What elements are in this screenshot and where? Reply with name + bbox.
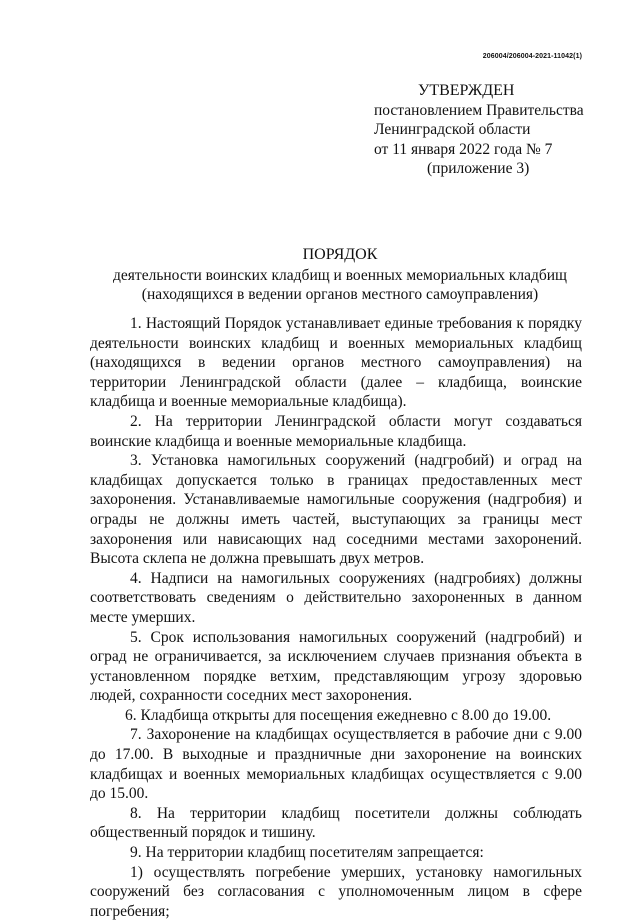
- paragraph-1: 1. Настоящий Порядок устанавливает единые требования к порядку деятельности воинских кладбищ и военных мемориальных кладбищ (находящихся в ведении органов местного самоуправления) на территории Ленинградской области (далее – кладбища, воинские кладбища и военные мемориальные кладбища).: [90, 315, 582, 411]
- document-code: 206004/206004-2021-11042(1): [482, 53, 582, 60]
- paragraph-9: 9. На территории кладбищ посетителям запрещается:: [130, 844, 484, 862]
- approval-appendix: (приложение 3): [427, 160, 530, 177]
- title-subtitle-1: деятельности воинских кладбищ и военных мемориальных кладбищ: [113, 266, 567, 284]
- title-subtitle-2: (находящихся в ведении органов местного самоуправления): [141, 286, 539, 303]
- paragraph-5: 5. Срок использования намогильных сооружений (надгробий) и оград не ограничивается, за исключением случаев признания объекта в установленном порядке ветхим, представляющим угрозу здоровью людей, сохранности соседних мест захоронения.: [90, 628, 582, 705]
- paragraph-8: 8. На территории кладбищ посетители должны соблюдать общественный порядок и тишину.: [90, 804, 582, 842]
- title-heading: ПОРЯДОК: [302, 246, 378, 263]
- approval-line-2: Ленинградской области: [374, 121, 531, 138]
- approval-stamp: [374, 81, 614, 179]
- document-body: [90, 314, 582, 921]
- approval-line-3: от 11 января 2022 года № 7: [374, 140, 553, 158]
- approval-line-1: постановлением Правительства: [374, 101, 584, 119]
- paragraph-3: 3. Установка намогильных сооружений (надгробий) и оград на кладбищах допускается только в границах предоставленных мест захоронения. Устанавливаемые намогильные сооружения (надгробия) и ограды не должны иметь частей, выступающих за границы мест захоронения или нависающих над соседними местами захоронений. Высота склепа не должна превышать двух метров.: [90, 452, 582, 568]
- paragraph-7: 7. Захоронение на кладбищах осуществляется в рабочие дни с 9.00 до 17.00. В выходные и праздничные дни захоронение на воинских кладбищах и военных мемориальных кладбищах осуществляется с 9.00 до 15.00.: [90, 726, 582, 803]
- paragraph-6: 6. Кладбища открыты для посещения ежедневно с 8.00 до 19.00.: [125, 706, 552, 724]
- approval-heading: УТВЕРЖДЕН: [418, 82, 515, 99]
- document-title: [90, 245, 590, 305]
- paragraph-2: 2. На территории Ленинградской области могут создаваться воинские кладбища и военные мемориальные кладбища.: [90, 412, 582, 450]
- paragraph-4: 4. Надписи на намогильных сооружениях (надгробиях) должны соответствовать сведениям о действительно захороненных в данном месте умерших.: [90, 569, 582, 626]
- paragraph-9-item-1: 1) осуществлять погребение умерших, установку намогильных сооружений без согласования с уполномоченным лицом в сфере погребения;: [90, 863, 582, 920]
